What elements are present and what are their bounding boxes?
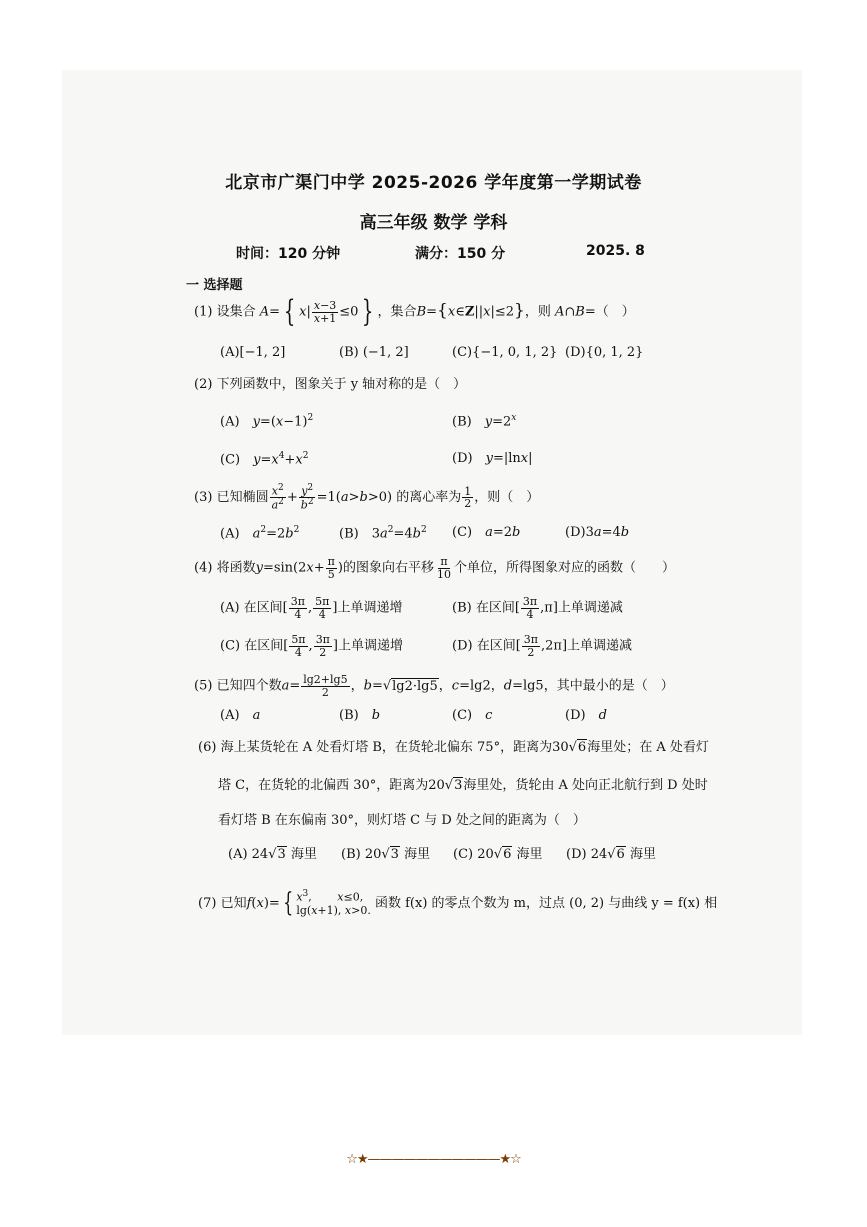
question-3-stem: (3) 已知椭圆 $\frac{x^2}{a^2}$ + $\frac{y^2}{b^2}$ =1(a>b>0) 的离心率为 $\frac{1}{2}$ ，则（ ） (194, 483, 540, 512)
question-number: (1) (194, 304, 213, 320)
question-number: (7) (198, 896, 217, 912)
q2-option-a[interactable]: (A) $y=(x-1)^2$ (220, 413, 314, 430)
question-number: (2) (194, 377, 213, 392)
q6-option-c[interactable]: (C) 20√6 海里 (453, 847, 543, 862)
page-footer-ornament: ☆★———————————★☆ (346, 1152, 521, 1167)
q5-option-c[interactable]: (C) c (452, 708, 493, 723)
q1-option-b[interactable]: (B) (−1, 2] (339, 345, 409, 360)
q3-option-c[interactable]: (C) a=2b (452, 525, 521, 540)
q6-option-b[interactable]: (B) 20√3 海里 (341, 847, 431, 862)
question-5-stem: (5) 已知四个数a= $\frac{\lg 2+\lg 5}{2}$ ，b=√lg2·lg5，c=lg2，d=lg5，其中最小的是（ ） (194, 673, 674, 699)
q3-option-b[interactable]: (B) $3a^2=4b^2$ (339, 525, 427, 542)
q1-option-c[interactable]: (C){−1, 0, 1, 2} (452, 345, 558, 360)
q5-option-a[interactable]: (A) a (220, 708, 261, 723)
question-number: (4) (194, 560, 213, 576)
question-number: (3) (194, 490, 213, 506)
question-7-stem: (7) 已知f(x)= { $x^3$, x≤0, lg(x+1), x>0. 函数 f(x) 的零点个数为 m，过点 (0, 2) 与曲线 y = f(x) 相 (198, 888, 718, 919)
question-number: (6) (198, 740, 217, 755)
q6-option-a[interactable]: (A) 24√3 海里 (228, 847, 317, 862)
q4-option-b[interactable]: (B) 在区间[ $\frac{3\pi}{4}$ ,π]上单调递减 (452, 595, 623, 621)
question-number: (5) (194, 678, 213, 694)
q4-option-a[interactable]: (A) 在区间[ $\frac{3\pi}{4}$ , $\frac{5\pi}{4}$ ]上单调递增 (220, 595, 403, 621)
exam-date: 2025. 8 (586, 243, 645, 259)
exam-time: 时间：120 分钟 (236, 246, 341, 262)
question-6-line-3: 看灯塔 B 在东偏南 30°，则灯塔 C 与 D 处之间的距离为（ ） (218, 813, 586, 828)
q6-option-d[interactable]: (D) 24√6 海里 (566, 847, 656, 862)
exam-score: 满分：150 分 (415, 246, 506, 262)
q2-option-b[interactable]: (B) $y=2^x$ (452, 413, 517, 430)
q2-option-d[interactable]: (D) y=|lnx| (452, 451, 533, 466)
question-6-line-2: 塔 C，在货轮的北偏西 30°，距离为20√3海里处，货轮由 A 处向正北航行到 D 处时 (218, 778, 708, 793)
question-1-stem: (1) 设集合 A= { x| $\frac{x-3}{x+1}$ ≤0 } ，集合B={x∈Z||x|≤2}，则 A∩B=（ ） (194, 294, 635, 330)
q1-option-d[interactable]: (D){0, 1, 2} (565, 345, 644, 360)
q4-option-d[interactable]: (D) 在区间[ $\frac{3\pi}{2}$ ,2π]上单调递减 (452, 633, 633, 659)
question-2-stem: (2) 下列函数中，图象关于 y 轴对称的是（ ） (194, 377, 467, 392)
question-4-stem: (4) 将函数y=sin(2x+ $\frac{\pi}{5}$ )的图象向右平移 $\frac{\pi}{10}$ 个单位，所得图象对应的函数（ ） (194, 555, 675, 581)
question-6-line-1: (6) 海上某货轮在 A 处看灯塔 B，在货轮北偏东 75°，距离为30√6海里处；在 A 处看灯 (198, 740, 709, 755)
q3-option-a[interactable]: (A) $a^2=2b^2$ (220, 525, 300, 542)
q2-option-c[interactable]: (C) $y=x^4+x^2$ (220, 451, 309, 468)
q1-option-a[interactable]: (A)[−1, 2] (220, 345, 286, 360)
q5-option-d[interactable]: (D) d (565, 708, 607, 723)
exam-title: 北京市广渠门中学 2025-2026 学年度第一学期试卷 (225, 173, 642, 193)
section-heading: 一 选择题 (186, 278, 243, 293)
q4-option-c[interactable]: (C) 在区间[ $\frac{5\pi}{4}$ , $\frac{3\pi}{2}$ ]上单调递增 (220, 633, 404, 659)
exam-subtitle: 高三年级 数学 学科 (359, 213, 508, 233)
q5-option-b[interactable]: (B) b (339, 708, 381, 723)
q3-option-d[interactable]: (D)3a=4b (565, 525, 630, 540)
